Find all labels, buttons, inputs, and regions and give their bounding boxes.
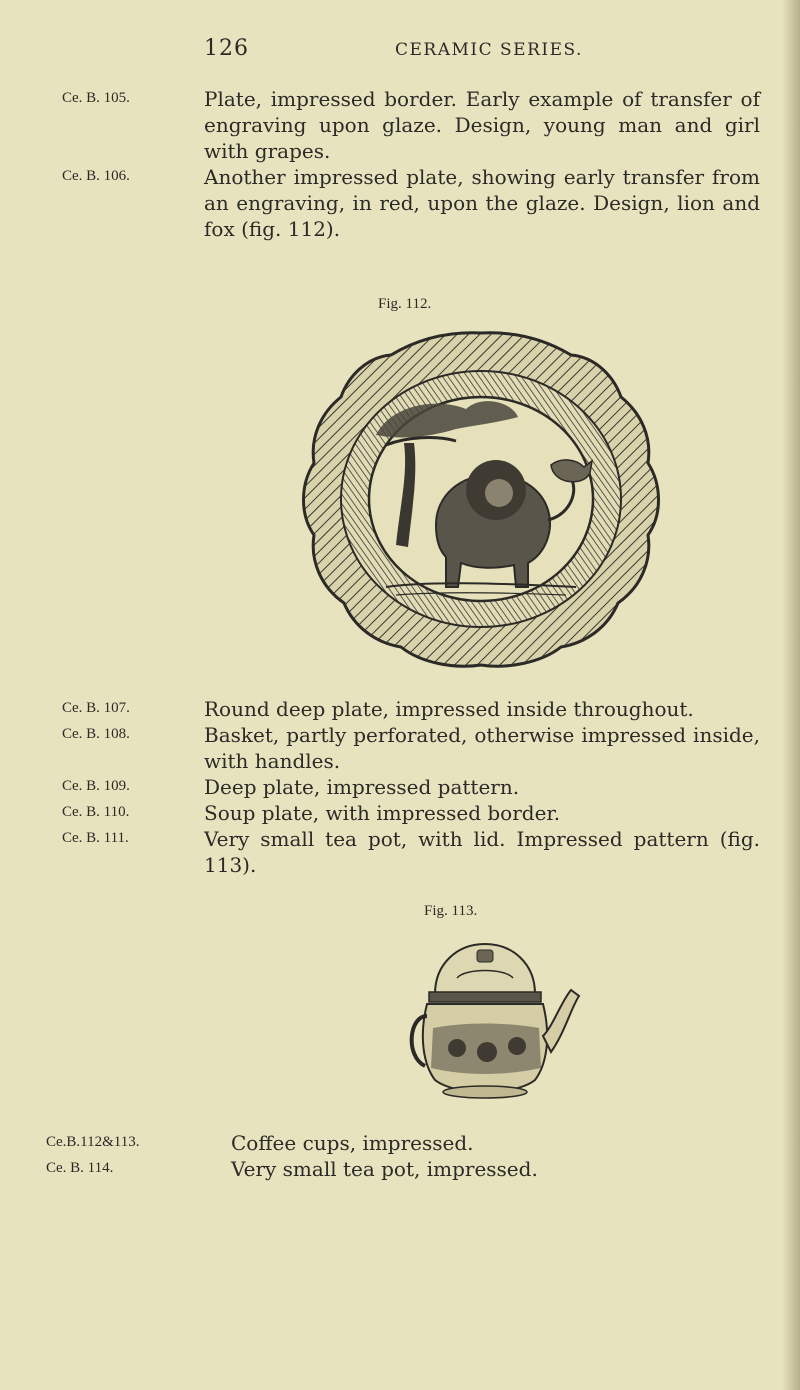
- entry-text: Basket, partly perforated, otherwise impressed inside, with handles.: [204, 723, 760, 773]
- entry-id: Ce. B. 111.: [62, 830, 129, 846]
- teapot-illustration: [395, 936, 585, 1104]
- lion-fox-plate-illustration: [296, 325, 666, 670]
- entry-id: Ce. B. 108.: [62, 726, 130, 742]
- entry-id: Ce. B. 109.: [62, 778, 130, 794]
- page-number: 126: [204, 36, 249, 61]
- entry-text: Very small tea pot, with lid. Impressed pattern (fig. 113).: [204, 827, 760, 877]
- entry-text: Deep plate, impressed pattern.: [204, 775, 520, 799]
- entry-id: Ce. B. 107.: [62, 700, 130, 716]
- figure-112-caption: Fig. 112.: [378, 296, 432, 312]
- entry-text: Coffee cups, impressed.: [231, 1131, 474, 1155]
- entry-text: Another impressed plate, showing early transfer from an engraving, in red, upon the glaze. Design, lion and fox (fig. 112).: [204, 165, 760, 241]
- entry-text: Round deep plate, impressed inside throughout.: [204, 697, 694, 721]
- entry-id: Ce. B. 106.: [62, 168, 130, 184]
- entry-id: Ce. B. 114.: [46, 1160, 114, 1176]
- entry-id: Ce.B.112&113.: [46, 1134, 140, 1150]
- entry-id: Ce. B. 110.: [62, 804, 130, 820]
- page-edge-shadow: [782, 0, 800, 1390]
- entry-text: Soup plate, with impressed border.: [204, 801, 561, 825]
- entry-id: Ce. B. 105.: [62, 90, 130, 106]
- series-title: CERAMIC SERIES.: [395, 40, 583, 60]
- running-head: [0, 30, 800, 70]
- entry-text: Plate, impressed border. Early example of transfer of engraving upon glaze. Design, young man and girl with grapes.: [204, 87, 760, 163]
- entry-text: Very small tea pot, impressed.: [231, 1157, 538, 1181]
- figure-113-caption: Fig. 113.: [424, 903, 478, 919]
